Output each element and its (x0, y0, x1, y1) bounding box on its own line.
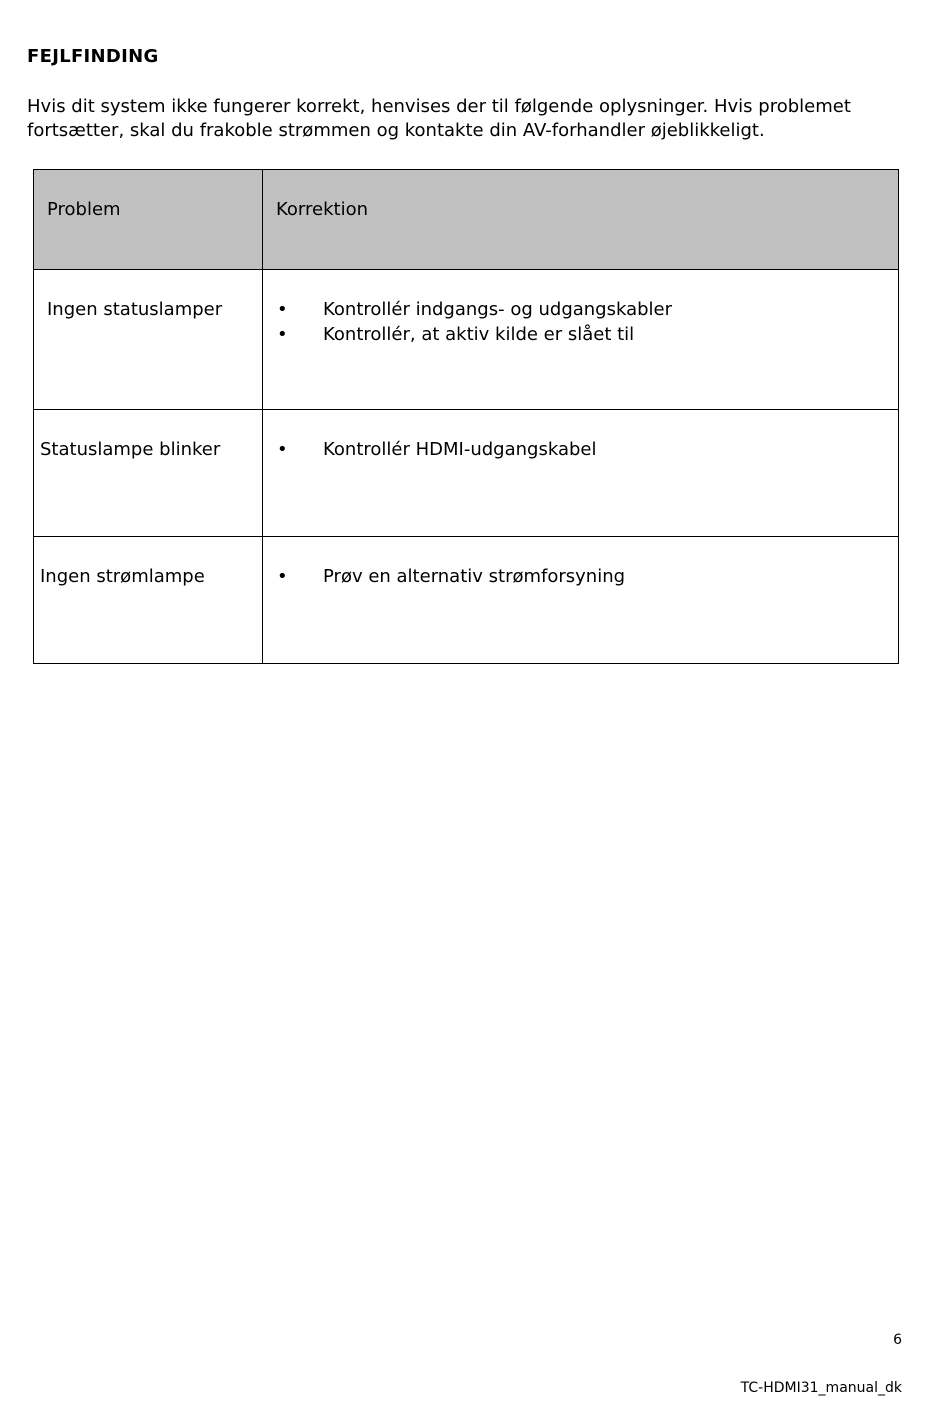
header-label-korrektion: Korrektion (276, 199, 368, 220)
correction-text: Kontrollér HDMI-udgangskabel (323, 439, 597, 460)
intro-line-1: Hvis dit system ikke fungerer korrekt, henvises der til følgende oplysninger. Hvis problemet (27, 96, 851, 117)
bullet-icon: • (277, 324, 288, 345)
correction-text: Prøv en alternativ strømforsyning (323, 566, 626, 587)
problem-text: Ingen statuslamper (47, 299, 223, 320)
correction-cell (263, 410, 899, 537)
header-label-problem: Problem (47, 199, 121, 220)
correction-cell (263, 537, 899, 664)
problem-cell (34, 270, 263, 410)
table-row (34, 410, 899, 537)
list-item (263, 437, 898, 462)
table-row (34, 537, 899, 664)
problem-cell (34, 410, 263, 537)
list-item (263, 297, 898, 322)
correction-text: Kontrollér, at aktiv kilde er slået til (323, 324, 635, 345)
header-cell-problem (34, 170, 263, 270)
section-heading: FEJLFINDING (27, 46, 159, 67)
correction-list (263, 537, 898, 589)
problem-text: Ingen strømlampe (40, 566, 205, 587)
bullet-icon: • (277, 299, 288, 320)
page-number: 6 (893, 1332, 902, 1348)
troubleshooting-table (33, 169, 899, 664)
problem-cell (34, 537, 263, 664)
document-id: TC-HDMI31_manual_dk (740, 1380, 902, 1396)
list-item (263, 564, 898, 589)
correction-list (263, 270, 898, 347)
correction-text: Kontrollér indgangs- og udgangskabler (323, 299, 673, 320)
header-cell-korrektion (263, 170, 899, 270)
list-item (263, 322, 898, 347)
intro-paragraph (27, 95, 907, 143)
problem-text: Statuslampe blinker (40, 439, 221, 460)
bullet-icon: • (277, 566, 288, 587)
table-row (34, 270, 899, 410)
intro-line-2: fortsætter, skal du frakoble strømmen og kontakte din AV-forhandler øjeblikkeligt. (27, 120, 765, 141)
bullet-icon: • (277, 439, 288, 460)
table-header-row (34, 170, 899, 270)
correction-list (263, 410, 898, 462)
correction-cell (263, 270, 899, 410)
